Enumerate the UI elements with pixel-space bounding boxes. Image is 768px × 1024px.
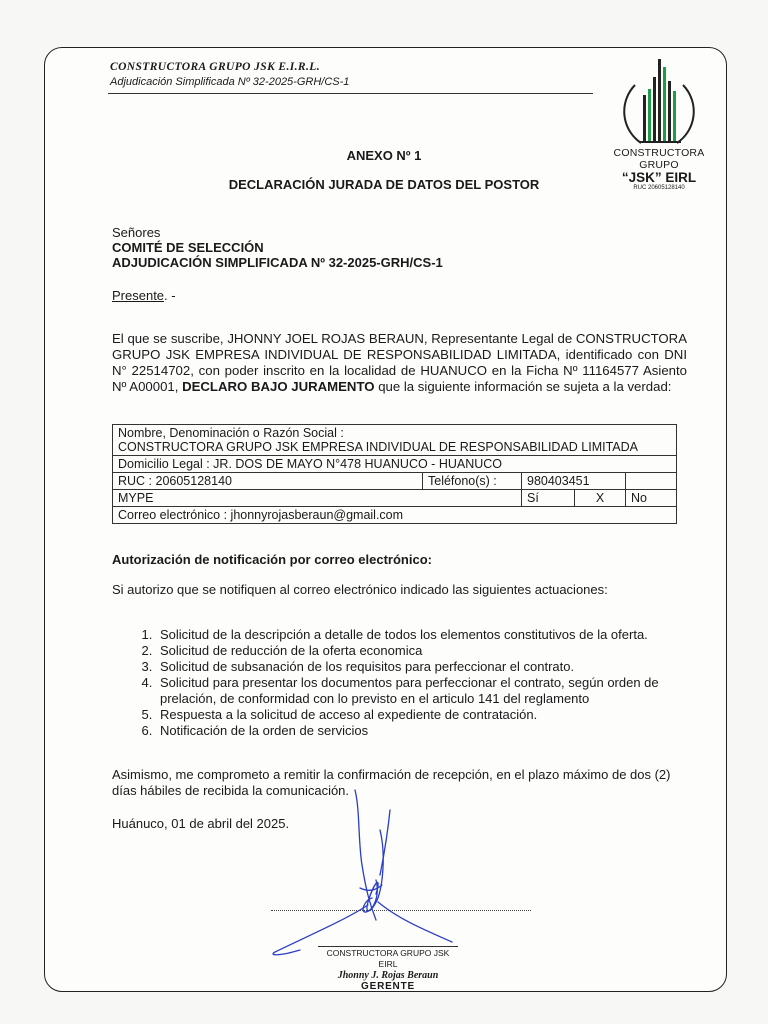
building-logo-icon	[619, 55, 699, 147]
presente-word: Presente	[112, 288, 165, 303]
list-item: 4. Solicitud para presentar los documentos para perfeccionar el contrato, según orden de prelación, de conformidad con lo previsto en el articulo 141 del reglamento	[156, 675, 682, 707]
ruc-cell: RUC : 20605128140	[113, 473, 423, 490]
logo-line-1: CONSTRUCTORA GRUPO	[613, 147, 705, 171]
table-row	[113, 473, 677, 490]
stamp-name: Jhonny J. Rojas Beraun	[337, 970, 439, 981]
presente-suffix: . -	[164, 288, 176, 303]
si-mark-cell: X	[575, 490, 626, 507]
mype-label-cell: MYPE	[113, 490, 522, 507]
phone-value-cell: 980403451	[522, 473, 626, 490]
authorization-heading: Autorización de notificación por correo electrónico:	[112, 552, 432, 567]
stamp-role: GERENTE	[361, 981, 415, 992]
salutation: Señores	[112, 225, 161, 240]
declaration-text-before: El que se suscribe, JHONNY JOEL ROJAS BERAUN, Representante Legal de CONSTRUCTORA GRUPO JSK EMPRESA INDIVIDUAL DE RESPONSABILIDAD LIMITADA, identificado con DNI N° 22514702, con poder inscrito en la localidad de HUANUCO en la Ficha Nº 11164577 Asiento Nº A00001,	[112, 331, 687, 394]
process-name: ADJUDICACIÓN SIMPLIFICADA Nº 32-2025-GRH/CS-1	[112, 255, 443, 270]
list-item: 3. Solicitud de subsanación de los requisitos para perfeccionar el contrato.	[156, 659, 682, 675]
notification-list	[112, 627, 682, 739]
list-item: 6. Notificación de la orden de servicios	[156, 723, 682, 739]
table-row	[113, 507, 677, 524]
company-name-value: CONSTRUCTORA GRUPO JSK EMPRESA INDIVIDUAL DE RESPONSABILIDAD LIMITADA	[118, 440, 639, 454]
company-stamp	[318, 946, 458, 992]
header-divider	[108, 93, 593, 94]
company-logo	[596, 55, 722, 195]
table-row	[113, 456, 677, 473]
logo-ruc: RUC 20605128140	[633, 185, 685, 191]
logo-line-2: “JSK” EIRL	[621, 170, 697, 185]
declaration-text-after: que la siguiente información se sujeta a la verdad:	[374, 379, 672, 394]
no-label-cell: No	[626, 490, 677, 507]
commitment-paragraph: Asimismo, me comprometo a remitir la confirmación de recepción, en el plazo máximo de dos (2) días hábiles de recibida la comunicación.	[112, 767, 671, 798]
stamp-company: CONSTRUCTORA GRUPO JSK EIRL	[318, 946, 458, 970]
place-date: Huánuco, 01 de abril del 2025.	[112, 816, 290, 831]
company-name-cell	[113, 425, 677, 456]
si-label-cell: Sí	[522, 490, 575, 507]
list-item: 5. Respuesta a la solicitud de acceso al expediente de contratación.	[156, 707, 682, 723]
phone-label-cell: Teléfono(s) :	[423, 473, 522, 490]
annex-title: ANEXO Nº 1	[346, 148, 422, 163]
document-heading: DECLARACIÓN JURADA DE DATOS DEL POSTOR	[228, 177, 540, 192]
address-cell: Domicilio Legal : JR. DOS DE MAYO N°478 HUANUCO - HUANUCO	[113, 456, 677, 473]
company-name-label: Nombre, Denominación o Razón Social :	[118, 426, 344, 440]
empty-cell	[626, 473, 677, 490]
committee-name: COMITÉ DE SELECCIÓN	[112, 240, 264, 255]
authorization-intro: Si autorizo que se notifiquen al correo electrónico indicado las siguientes actuaciones:	[112, 582, 608, 597]
declaration-emphasis: DECLARO BAJO JURAMENTO	[182, 379, 375, 394]
email-cell: Correo electrónico : jhonnyrojasberaun@gmail.com	[113, 507, 677, 524]
table-row	[113, 425, 677, 456]
list-item: 1. Solicitud de la descripción a detalle de todos los elementos constitutivos de la oferta.	[156, 627, 682, 643]
header-company: CONSTRUCTORA GRUPO JSK E.I.R.L.	[110, 61, 320, 73]
presente-line	[112, 288, 176, 303]
declaration-paragraph	[112, 331, 687, 395]
bidder-data-table	[112, 424, 677, 524]
table-row	[113, 490, 677, 507]
list-item: 2. Solicitud de reducción de la oferta economica	[156, 643, 682, 659]
header-reference: Adjudicación Simplificada Nº 32-2025-GRH/CS-1	[110, 76, 350, 88]
